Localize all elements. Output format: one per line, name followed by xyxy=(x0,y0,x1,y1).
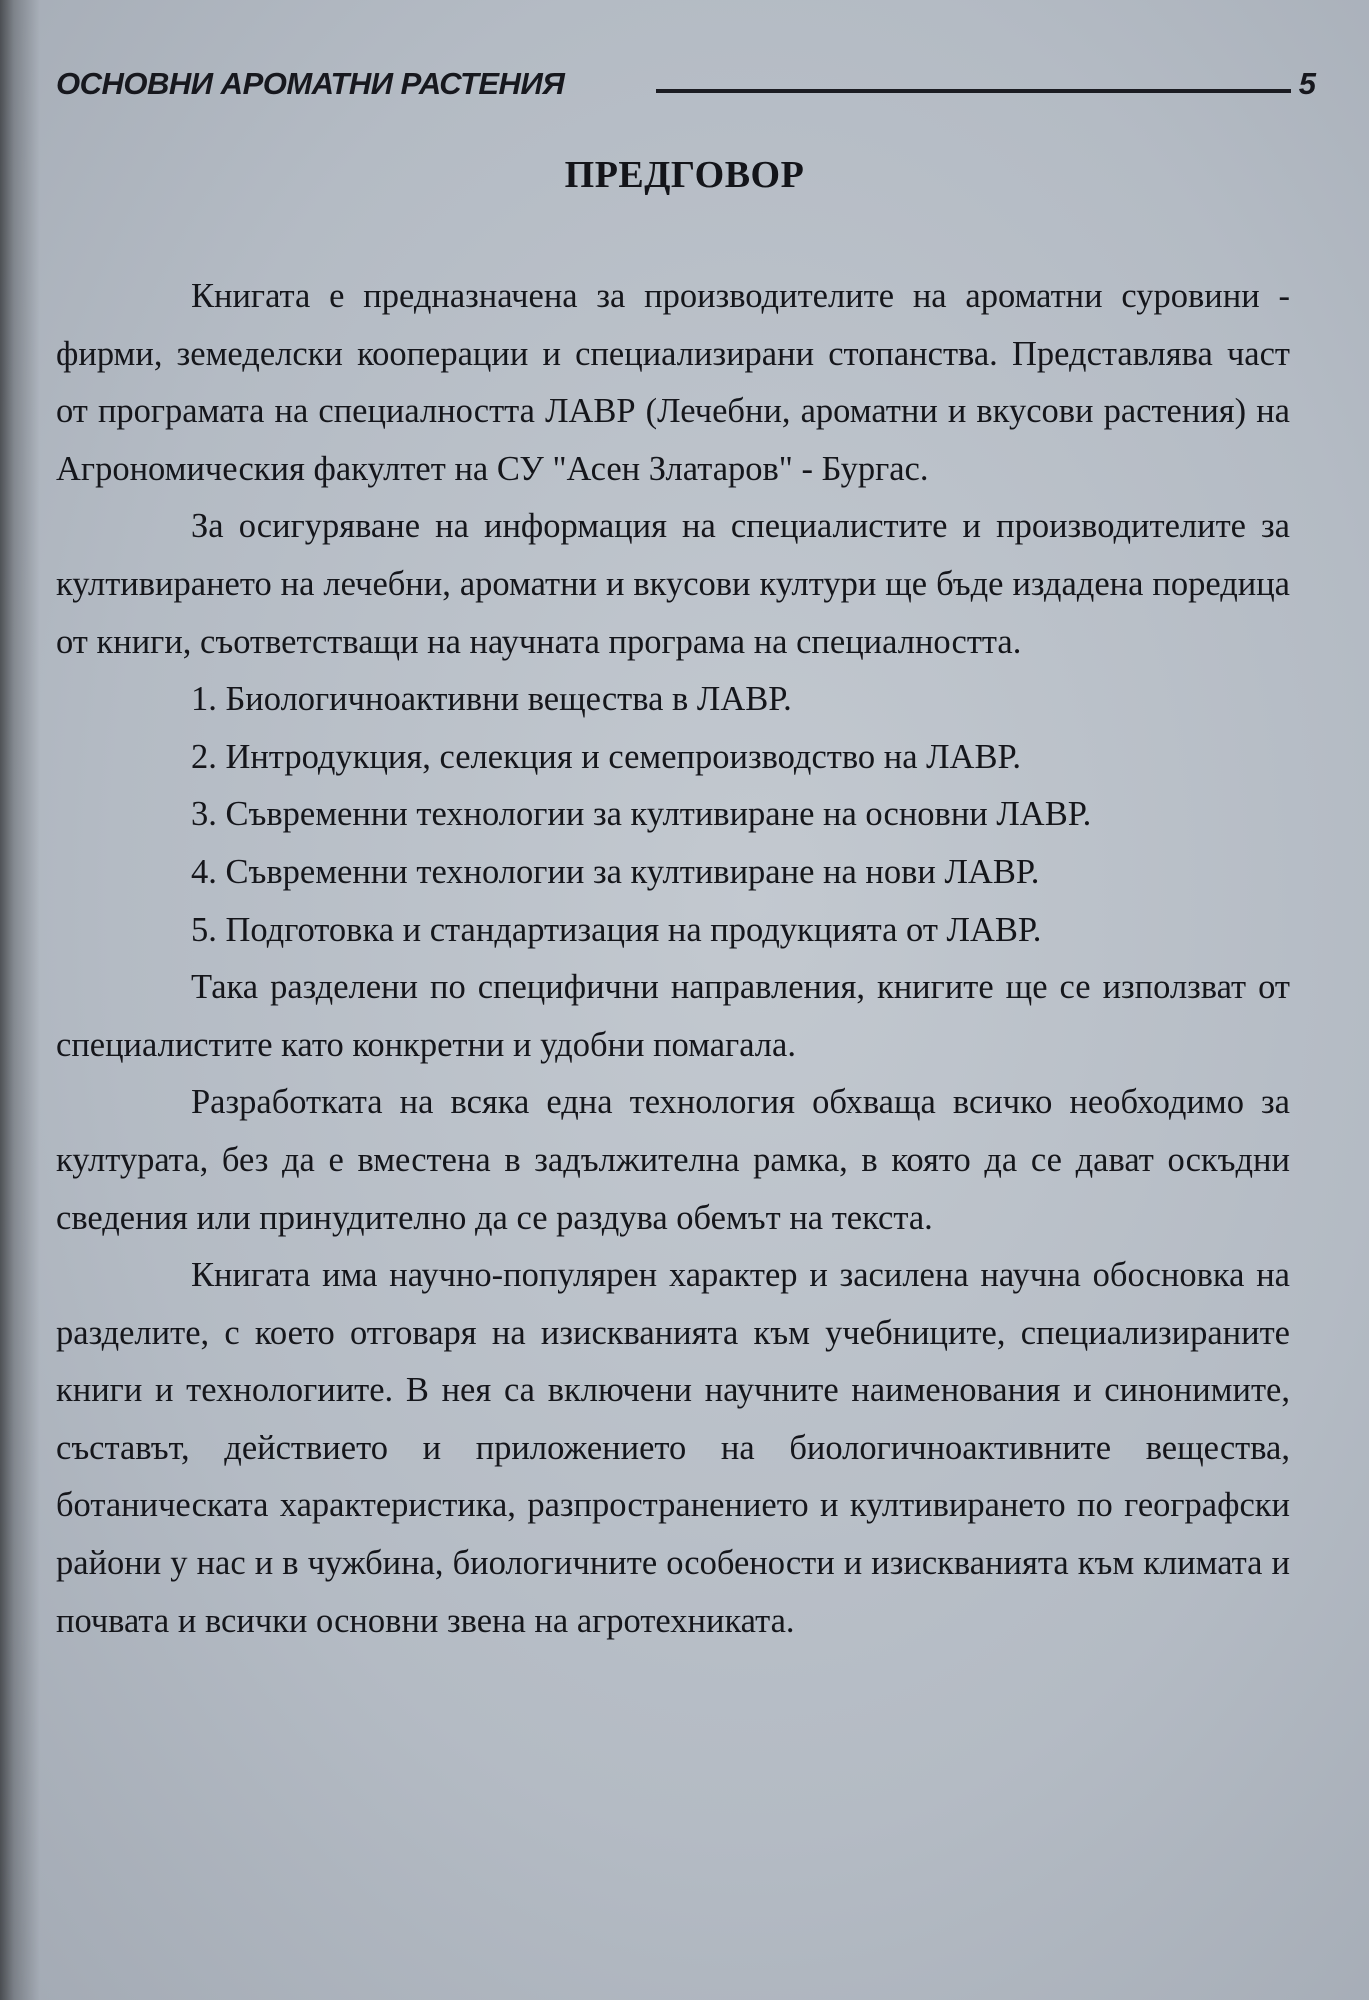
section-title: ПРЕДГОВОР xyxy=(564,154,805,196)
paragraph-3: Така разделени по специфични направления, книгите ще се използват от специалистите като конкретни и удобни помагала. xyxy=(56,968,1290,1064)
paragraph-5: Книгата има научно-популярен характер и засилена научна обосновка на разделите, с което отговаря на изискванията към учебниците, специализираните книги и технологиите. В нея са включени научните наименования и синонимите, съставът, действието и приложението на биологичноактивните вещества, ботаническата характеристика, разпространението и култивирането по географски райони у нас и в чужбина, биологичните особености и изискванията към климата и почвата и всички основни звена на агротехниката. xyxy=(56,1256,1290,1640)
list-item: 5. Подготовка и стандартизация на продукцията от ЛАВР. xyxy=(191,910,1042,949)
paragraph-1: Книгата е предназначена за производителите на ароматни суровини - фирми, земеделски кооперации и специализирани стопанства. Представлява част от програмата на специалността ЛАВР (Лечебни, ароматни и вкусови растения) на Агрономическия факултет на СУ "Асен Златаров" - Бургас. xyxy=(56,277,1290,488)
header-rule xyxy=(656,89,1291,93)
list-item: 2. Интродукция, селекция и семепроизводство на ЛАВР. xyxy=(191,737,1021,776)
book-series-list xyxy=(56,671,1290,959)
list-item: 4. Съвременни технологии за култивиране на нови ЛАВР. xyxy=(191,852,1040,891)
page-number: 5 xyxy=(1298,66,1316,101)
running-header-title: ОСНОВНИ АРОМАТНИ РАСТЕНИЯ xyxy=(56,66,565,101)
list-item: 1. Биологичноактивни вещества в ЛАВР. xyxy=(191,680,792,719)
list-item: 3. Съвременни технологии за култивиране на основни ЛАВР. xyxy=(191,795,1092,834)
running-header xyxy=(56,62,1316,106)
paragraph-2: За осигуряване на информация на специалистите и производителите за култивирането на лечебни, ароматни и вкусови култури ще бъде издадена поредица от книги, съответстващи на научната програма на специалността. xyxy=(56,507,1290,661)
paragraph-4: Разработката на всяка една технология обхваща всичко необходимо за културата, без да е вместена в задължителна рамка, в която да се дават оскъдни сведения или принудително да се раздува обемът на текста. xyxy=(56,1083,1290,1237)
body-text xyxy=(56,268,1290,1650)
